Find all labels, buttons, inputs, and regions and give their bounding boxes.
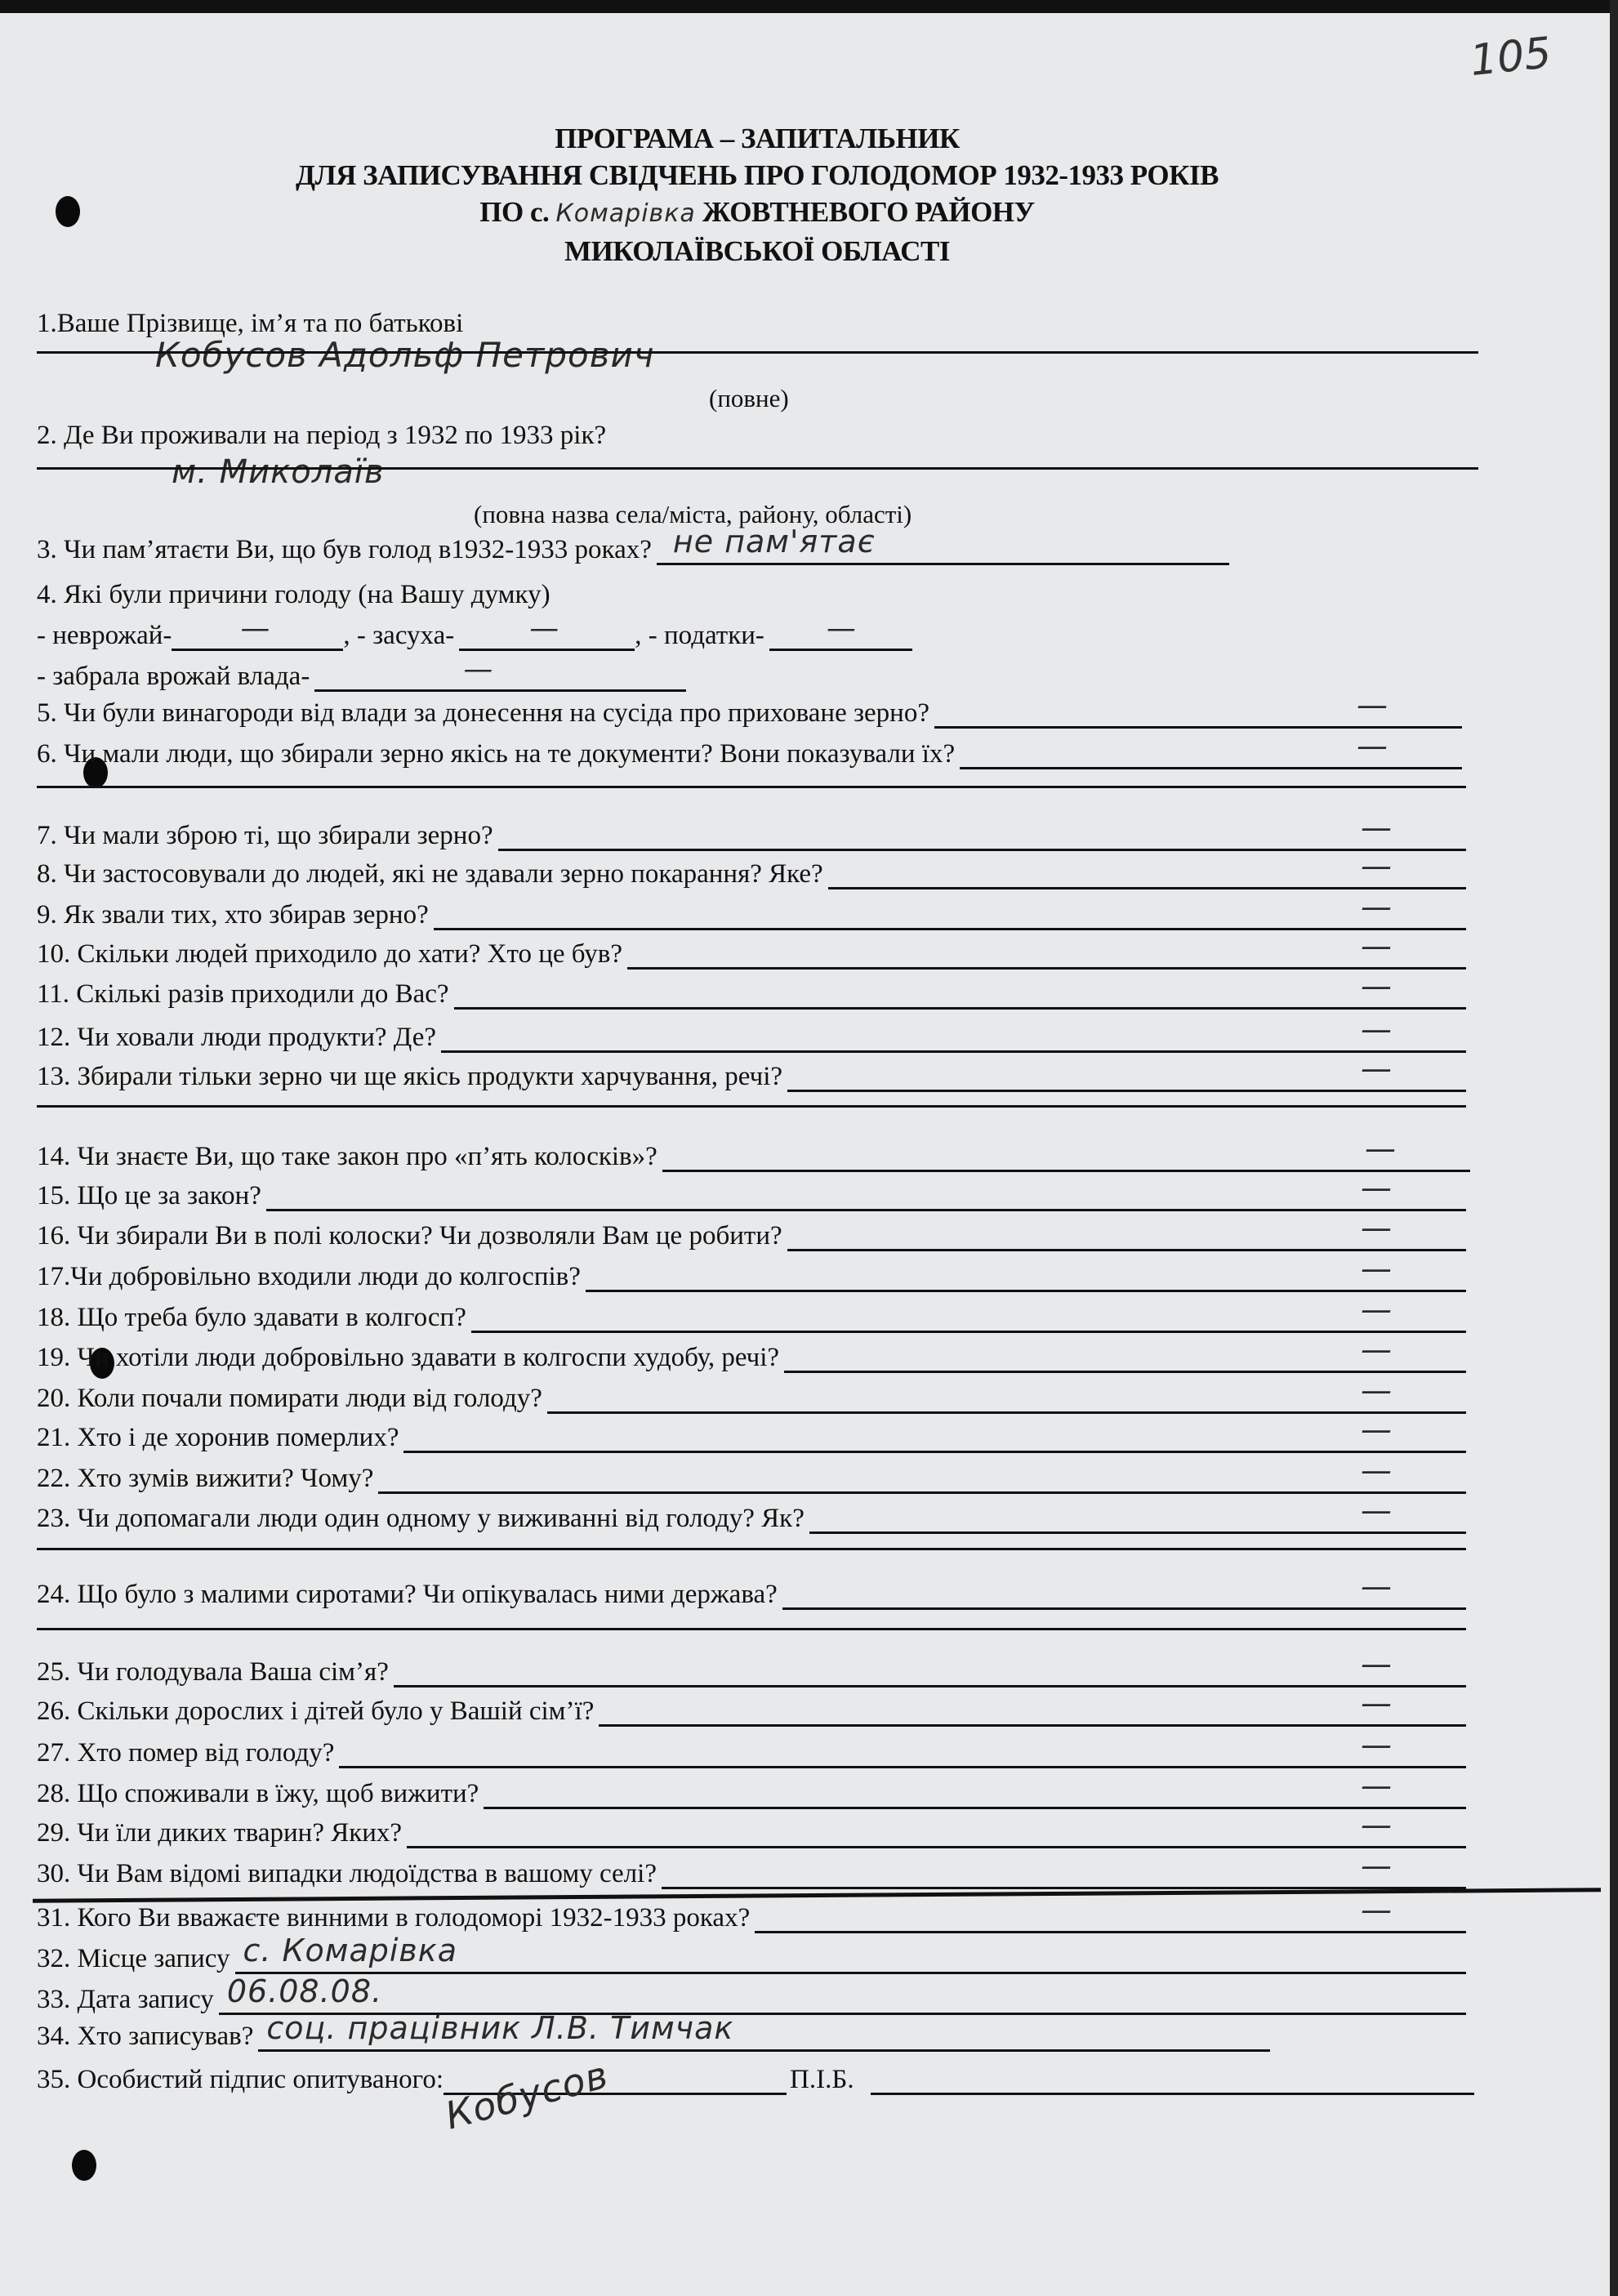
punch-hole [72,2150,96,2181]
answer-field[interactable] [258,2010,1270,2052]
answer-field[interactable] [787,1050,1466,1092]
question-label: 12. Чи ховали люди продукти? Де? [37,1023,436,1052]
q1-note: (повне) [709,384,789,412]
q4-option-answer: — [240,612,271,645]
question-label: 14. Чи знаєте Ви, що таке закон про «п’ять колосків»? [37,1142,657,1171]
answer-field[interactable] [599,1685,1466,1727]
q2-label: 2. Де Ви проживали на період з 1932 по 1933 рік? [37,421,607,450]
question-label: 32. Місце запису [37,1944,230,1973]
question-label: 27. Хто помер від голоду? [37,1738,335,1768]
question-row [37,728,1462,769]
signature-field[interactable] [440,2052,787,2138]
question-label: 31. Кого Ви вважаєте винними в голодоморі 1932-1933 роках? [37,1903,751,1933]
answer-field[interactable] [394,1646,1466,1687]
q4-option-field[interactable] [769,612,912,651]
answer-field[interactable] [266,1170,1466,1211]
handwritten-answer: — [1361,1291,1393,1327]
answer-field[interactable] [934,687,1462,729]
q1-label: 1.Ваше Прізвище, ім’я та по батькові [37,309,464,338]
page-number: 105 [1468,28,1554,87]
question-row [37,1011,1466,1053]
answer-field[interactable] [547,1372,1466,1414]
q2-answer-line [37,467,1478,470]
handwritten-answer: — [1365,1130,1397,1166]
answer-continuation-line[interactable] [37,1628,1466,1630]
question-row [37,2010,1270,2052]
handwritten-answer: — [1361,848,1393,884]
q4-option-answer: — [463,653,494,686]
q4-option-field[interactable] [459,612,635,651]
handwritten-answer: — [1361,1848,1393,1884]
handwritten-answer: — [1361,1646,1393,1682]
question-label: 7. Чи мали зброю ті, що збирали зерно? [37,821,493,850]
scan-border [0,0,1618,13]
question-label: 15. Що це за закон? [37,1181,261,1210]
handwritten-answer: 06.08.08. [226,1973,383,2009]
answer-field[interactable] [784,1331,1466,1373]
question-label: 20. Коли почали помирати люди від голоду? [37,1384,542,1413]
answer-field[interactable] [586,1251,1466,1292]
question-row [37,1727,1466,1768]
answer-field[interactable] [339,1727,1466,1768]
handwritten-answer: — [1357,687,1388,723]
answer-field[interactable] [662,1848,1466,1889]
q4-option-answer: — [826,612,857,645]
answer-field[interactable] [235,1933,1467,1974]
answer-field[interactable] [787,1210,1466,1251]
question-label: 11. Скількі разів приходили до Вас? [37,979,449,1009]
question-row [37,1050,1466,1092]
question-row [37,928,1466,970]
question-row [37,1130,1470,1172]
q4-option-label: - неврожай- [37,621,172,650]
question-row [37,1492,1466,1534]
question-label: 23. Чи допомагали люди один одному у виживанні від голоду? Як? [37,1504,805,1533]
q4-option-label: - забрала врожай влада- [37,662,310,691]
question-label: 10. Скільки людей приходило до хати? Хто це був? [37,939,623,969]
q4-option-field[interactable] [172,612,343,651]
handwritten-answer: — [1361,1568,1393,1604]
title-line-1: ПРОГРАМА – ЗАПИТАЛЬНИК [555,123,960,154]
question-label: 24. Що було з малими сиротами? Чи опікувалась ними держава? [37,1580,778,1609]
question-row [37,1933,1466,1974]
question-row [37,1210,1466,1251]
handwritten-answer: — [1361,928,1393,964]
handwritten-answer: — [1361,968,1393,1004]
title-suffix: ЖОВТНЕВОГО РАЙОНУ [702,196,1035,228]
pib-label: П.І.Б. [790,2065,854,2094]
question-row [37,1331,1466,1373]
answer-continuation-line[interactable] [37,786,1466,788]
question-label: 6. Чи мали люди, що збирали зерно якісь на те документи? Вони показували їх? [37,739,956,769]
handwritten-answer: — [1361,1492,1393,1528]
question-row [37,968,1466,1010]
question-row [37,1848,1466,1889]
question-label: 34. Хто записував? [37,2022,254,2051]
question-row [37,1170,1466,1211]
answer-field[interactable] [782,1568,1466,1610]
q35-row [37,2052,1474,2138]
question-row [37,1452,1466,1494]
answer-field[interactable] [960,728,1462,769]
question-row [37,1291,1466,1333]
question-row [37,1372,1466,1414]
answer-field[interactable] [809,1492,1466,1534]
question-row [37,1685,1466,1727]
question-label: 22. Хто зумів вижити? Чому? [37,1464,374,1493]
question-row [37,1807,1466,1848]
question-label: 26. Скільки дорослих і дітей було у Вашій сім’ї? [37,1696,595,1726]
q4-label: 4. Які були причини голоду (на Вашу думку) [37,580,550,609]
q35-label: 35. Особистий підпис опитуваного: [37,2065,444,2094]
q1-answer-line [37,351,1478,354]
q4-options-row [37,653,686,692]
question-label: 9. Як звали тих, хто збирав зерно? [37,900,429,930]
question-label: 25. Чи голодувала Ваша сім’я? [37,1657,389,1687]
question-row [37,1768,1466,1809]
handwritten-answer: — [1361,1050,1393,1086]
q1-answer[interactable]: Кобусов Адольф Петрович [155,335,655,375]
answer-field[interactable] [498,809,1466,851]
title-line-4: МИКОЛАЇВСЬКОЇ ОБЛАСТІ [564,235,950,267]
answer-field[interactable] [662,1130,1470,1172]
answer-continuation-line[interactable] [37,1548,1466,1550]
q4-option-label: , - податки- [635,621,764,650]
question-label: 30. Чи Вам відомі випадки людоїдства в вашому селі? [37,1859,657,1888]
q3-field[interactable] [657,524,1229,565]
village-handwritten: Комарівка [555,199,696,228]
question-label: 21. Хто і де хоронив померлих? [37,1423,399,1452]
handwritten-answer: — [1361,1768,1393,1803]
question-label: 16. Чи збирали Ви в полі колоски? Чи дозволяли Вам це робити? [37,1221,782,1251]
pib-field[interactable] [871,2068,1474,2095]
handwritten-answer: — [1361,1411,1393,1447]
handwritten-answer: — [1357,728,1388,764]
handwritten-answer: — [1361,1727,1393,1763]
answer-field[interactable] [407,1807,1466,1848]
answer-field[interactable] [403,1411,1466,1453]
question-row [37,1251,1466,1292]
q4-options-row [37,612,912,651]
handwritten-answer: — [1361,1807,1393,1843]
question-label: 33. Дата запису [37,1985,214,2014]
question-row [37,889,1466,930]
question-label: 18. Що треба було здавати в колгосп? [37,1303,466,1332]
question-row [37,1892,1466,1933]
handwritten-answer: — [1361,889,1393,925]
question-row [37,1568,1466,1610]
handwritten-answer: — [1361,809,1393,845]
title-line-3 [0,196,1514,229]
answer-field[interactable] [378,1452,1466,1494]
answer-field[interactable] [627,928,1466,970]
answer-field[interactable] [484,1768,1466,1809]
q4-option-label: , - засуха- [343,621,455,650]
q4-option-answer: — [529,612,560,645]
handwritten-answer: — [1361,1251,1393,1286]
question-row [37,809,1466,851]
handwritten-answer: — [1361,1372,1393,1408]
question-label: 8. Чи застосовували до людей, які не здавали зерно покарання? Яке? [37,859,823,889]
question-label: 19. Чи хотіли люди добровільно здавати в колгоспи худобу, речі? [37,1343,780,1372]
question-label: 5. Чи були винагороди від влади за донесення на сусіда про приховане зерно? [37,698,929,728]
q3-answer: не пам'ятає [672,524,876,560]
question-label: 28. Що споживали в їжу, щоб вижити? [37,1779,479,1808]
title-line-2: ДЛЯ ЗАПИСУВАННЯ СВІДЧЕНЬ ПРО ГОЛОДОМОР 1932-1933 РОКІВ [295,159,1219,191]
q3-label: 3. Чи пам’ятаєти Ви, що був голод в1932-1933 роках? [37,535,652,564]
question-row [37,1411,1466,1453]
handwritten-answer: — [1361,1685,1393,1721]
question-label: 13. Збирали тільки зерно чи ще якісь продукти харчування, речі? [37,1062,783,1091]
question-label: 17.Чи добровільно входили люди до колгоспів? [37,1262,581,1291]
question-row [37,1973,1466,2015]
answer-continuation-line[interactable] [37,1105,1466,1108]
scan-border [1610,0,1618,2296]
q2-answer[interactable]: м. Миколаїв [172,453,385,491]
handwritten-answer: с. Комарівка [243,1933,458,1968]
answer-field[interactable] [828,848,1466,889]
answer-field[interactable] [434,889,1466,930]
question-row [37,1646,1466,1687]
handwritten-answer: — [1361,1452,1393,1488]
q3-row [37,524,1229,565]
title-prefix: ПО с. [479,196,550,228]
signature: Кобусов [440,2052,613,2138]
answer-field[interactable] [471,1291,1466,1333]
handwritten-answer: — [1361,1331,1393,1367]
q2-note: (повна назва села/міста, району, області) [474,500,912,528]
question-label: 29. Чи їли диких тварин? Яких? [37,1818,403,1848]
handwritten-answer: — [1361,1170,1393,1206]
answer-field[interactable] [441,1011,1466,1053]
handwritten-answer: — [1361,1892,1393,1928]
handwritten-answer: соц. працівник Л.В. Тимчак [266,2010,734,2046]
q4-option-field[interactable] [314,653,686,692]
question-row [37,848,1466,889]
question-row [37,687,1462,729]
handwritten-answer: — [1361,1210,1393,1246]
answer-field[interactable] [454,968,1466,1010]
answer-field[interactable] [755,1892,1466,1933]
handwritten-answer: — [1361,1011,1393,1047]
